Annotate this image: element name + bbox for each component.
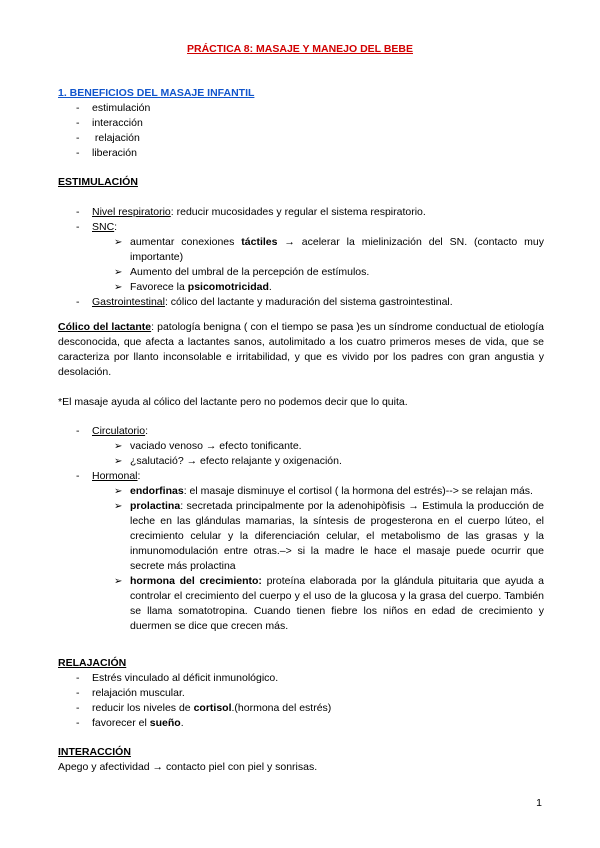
snc-label: SNC	[92, 221, 115, 233]
relajacion-heading: RELAJACIÓN	[58, 657, 127, 669]
estimulacion-heading: ESTIMULACIÓN	[58, 176, 138, 188]
section-benefits	[58, 86, 544, 161]
section-colico	[58, 320, 544, 410]
colico-note: *El masaje ayuda al cólico del lactante pero no podemos decir que lo quita.	[58, 396, 408, 408]
list-item: - Estrés vinculado al déficit inmunológico.	[58, 671, 544, 686]
benefits-heading: 1. BENEFICIOS DEL MASAJE INFANTIL	[58, 87, 255, 99]
list-item	[58, 295, 544, 310]
colico-text: : patología benigna ( con el tiempo se pasa )es un síndrome conductual de etiología desconocida, que afecta a lactantes sanos, autolimitado a los cuatro primeros meses de vida, que se caracteriza por llanto inconsolable e irritabilidad, y que es vivido por los padres con gran angustia y desolación.	[58, 321, 544, 378]
resp-text: : reducir mucosidades y regular el sistema respiratorio.	[170, 206, 426, 218]
text: .	[180, 717, 184, 729]
text: .(hormona del estrés)	[231, 702, 332, 714]
list-item: ➢ vaciado venoso → efecto tonificante.	[58, 439, 544, 454]
bold-text: prolactina	[130, 500, 181, 512]
list-item	[58, 499, 544, 574]
list-item: - relajación	[58, 131, 544, 146]
gastro-label: Gastrointestinal	[92, 296, 165, 308]
circulatorio-sublist	[58, 439, 544, 469]
circulatorio-list	[58, 424, 544, 439]
snc-sublist	[58, 235, 544, 295]
text: proteína elaborada por la glándula pituitaria que ayuda a controlar el crecimiento del cuerpo y el uso de la glucosa y la grasa del cuerpo. También se llama somatotropina. Cuando tienen fiebre los niños en edad de crecimiento y duermen se dice que crecen más.	[130, 575, 545, 632]
text: favorecer el	[92, 717, 150, 729]
list-item	[58, 220, 544, 235]
text: :	[137, 470, 141, 482]
snc-colon: :	[114, 221, 118, 233]
estimulacion-list	[58, 205, 544, 235]
text: reducir los niveles de	[92, 702, 194, 714]
list-item	[58, 280, 544, 295]
text: aumentar conexiones	[130, 236, 242, 248]
text: : secretada principalmente por la adenohipòfisis → Estimula la producción de leche en las glándulas mamarias, la síntesis de progesterona en el cuerpo lúteo, el crecimiento celular y la diferenciación celular, el metabolismo de las grasas y la inmunomodulación entre otras.–> si la madre le hace el masaje puede ocurrir que secrete más prolactina	[130, 500, 544, 572]
list-item: - estimulación	[58, 101, 544, 116]
interaccion-heading: INTERACCIÓN	[58, 746, 131, 758]
list-item: - liberación	[58, 146, 544, 161]
list-item: ➢ ¿salutació? → efecto relajante y oxigenación.	[58, 454, 544, 469]
list-item	[58, 716, 544, 731]
list-item: - relajación muscular.	[58, 686, 544, 701]
section-estimulacion	[58, 175, 544, 310]
circulatorio-label: Circulatorio	[92, 425, 146, 437]
hormonal-label: Hormonal	[92, 470, 138, 482]
section-interaccion	[58, 745, 544, 775]
gastro-text: : cólico del lactante y maduración del sistema gastrointestinal.	[164, 296, 453, 308]
section-circ-hormonal	[58, 424, 544, 634]
text: : el masaje disminuye el cortisol ( la hormona del estrés)--> se relajan más.	[183, 485, 533, 497]
page-number: 1	[536, 797, 542, 809]
bold-text: psicomotricidad	[187, 281, 269, 293]
bold-text: hormona del crecimiento:	[130, 575, 262, 587]
bold-text: cortisol	[193, 702, 232, 714]
list-item	[58, 574, 544, 634]
interaccion-text: Apego y afectividad → contacto piel con piel y sonrisas.	[58, 761, 318, 773]
list-item	[58, 469, 544, 484]
text: :	[145, 425, 149, 437]
resp-label: Nivel respiratorio	[92, 206, 171, 218]
benefits-list	[58, 101, 544, 161]
colico-paragraph	[58, 320, 544, 380]
hormonal-list	[58, 469, 544, 484]
estimulacion-list-2	[58, 295, 544, 310]
section-relajacion	[58, 656, 544, 731]
bold-text: táctiles	[241, 236, 278, 248]
page-title: PRÁCTICA 8: MASAJE Y MANEJO DEL BEBE	[187, 43, 413, 55]
list-item	[58, 701, 544, 716]
hormonal-sublist	[58, 484, 544, 634]
bold-text: endorfinas	[130, 485, 184, 497]
text: → acelerar la mielinización del SN. (contacto muy importante)	[130, 236, 544, 263]
list-item	[58, 235, 544, 265]
list-item	[58, 424, 544, 439]
list-item: - interacción	[58, 116, 544, 131]
list-item: ➢ Aumento del umbral de la percepción de estímulos.	[58, 265, 544, 280]
colico-label: Cólico del lactante	[58, 321, 152, 333]
list-item	[58, 205, 544, 220]
list-item	[58, 484, 544, 499]
bold-text: sueño	[149, 717, 181, 729]
relajacion-list	[58, 671, 544, 731]
text: .	[268, 281, 272, 293]
text: Favorece la	[130, 281, 188, 293]
